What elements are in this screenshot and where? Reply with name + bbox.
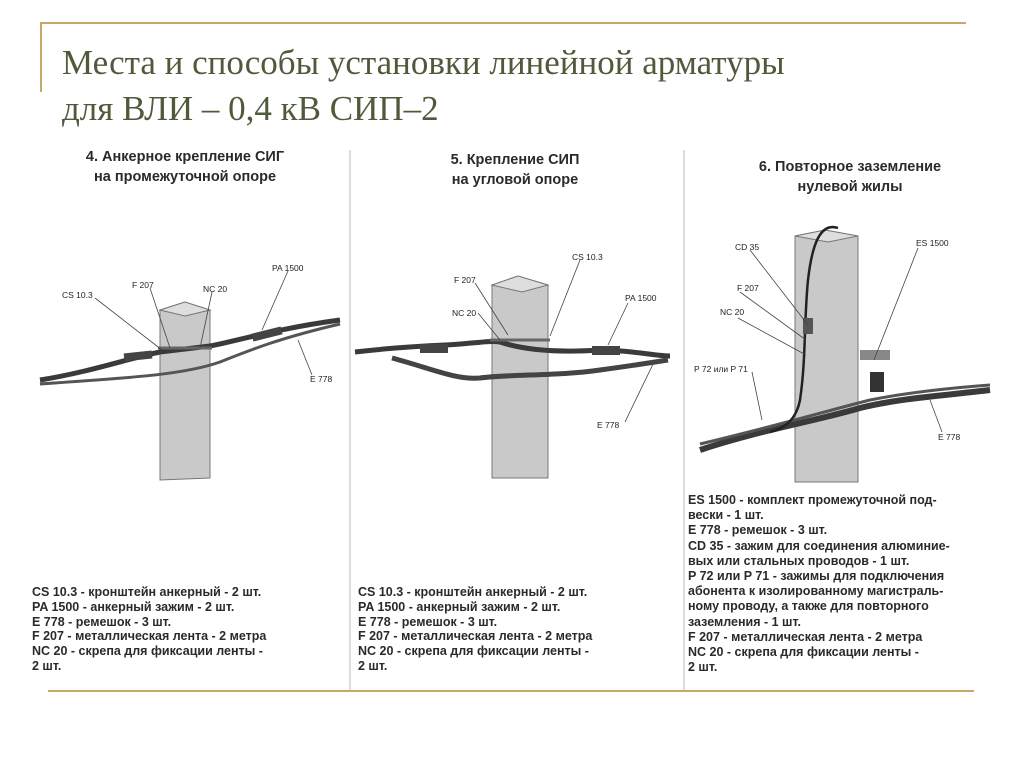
- label-e778-3: E 778: [938, 432, 961, 442]
- pole-1: [160, 302, 210, 480]
- legend-3-line: ному проводу, а также для повторного: [688, 599, 929, 614]
- label-f207-2: F 207: [454, 275, 476, 285]
- label-e778-2: E 778: [597, 420, 620, 430]
- anchor-clamp-2a: [420, 344, 448, 353]
- panel-2-heading-line-2: на угловой опоре: [451, 172, 579, 188]
- label-e778-1: E 778: [310, 374, 333, 384]
- panel-3-heading: [690, 157, 1010, 197]
- leader-e778-1: [298, 340, 312, 375]
- diagram-panel-2: [355, 252, 670, 478]
- legend-1-line: CS 10.3 - кронштейн анкерный - 2 шт.: [32, 585, 262, 599]
- legend-1-line: E 778 - ремешок - 3 шт.: [32, 614, 172, 629]
- label-p72: P 72 или P 71: [694, 364, 748, 374]
- label-cs103-2: CS 10.3: [572, 252, 603, 262]
- legend-3-line: F 207 - металлическая лента - 2 метра: [688, 629, 923, 644]
- diagram-panel-1: [40, 263, 340, 480]
- legend-2-line: E 778 - ремешок - 3 шт.: [358, 614, 498, 629]
- legend-2-line: CS 10.3 - кронштейн анкерный - 2 шт.: [358, 585, 588, 599]
- legend-2-line: 2 шт.: [358, 658, 388, 673]
- label-cs103-1: CS 10.3: [62, 290, 93, 300]
- legend-3-line: E 778 - ремешок - 3 шт.: [688, 523, 828, 538]
- leader-es1500: [874, 248, 918, 360]
- panel-2-heading-line-1: 5. Крепление СИП: [450, 152, 580, 168]
- anchor-clamp-1b: [124, 351, 153, 362]
- title-line-1: Места и способы установки линейной арматуры: [62, 43, 785, 82]
- panel-1-heading-line-2: на промежуточной опоре: [93, 169, 277, 185]
- legend-3-line: вески - 1 шт.: [688, 508, 764, 523]
- leader-e778-3: [930, 400, 942, 432]
- leader-pa1500-2: [608, 303, 628, 345]
- legend-3-line: заземления - 1 шт.: [688, 614, 801, 629]
- leader-cs103-2: [550, 260, 580, 336]
- title-line-2: для ВЛИ – 0,4 кВ СИП–2: [62, 89, 439, 128]
- leader-e778-2: [625, 360, 655, 422]
- legend-3-line: NC 20 - скрепа для фиксации ленты -: [688, 645, 919, 660]
- leader-p72: [752, 372, 762, 420]
- panel-2-legend: [358, 585, 592, 674]
- legend-3-line: ES 1500 - комплект промежуточной под-: [688, 493, 937, 507]
- legend-3-line: P 72 или P 71 - зажимы для подключения: [688, 569, 945, 584]
- label-es1500: ES 1500: [916, 238, 949, 248]
- panel-1-legend: [32, 585, 266, 674]
- legend-2-line: NC 20 - скрепа для фиксации ленты -: [358, 644, 589, 659]
- label-f207-3: F 207: [737, 283, 759, 293]
- legend-3-line: 2 шт.: [688, 660, 718, 675]
- panel-3-heading-line-1: 6. Повторное заземление: [758, 159, 942, 175]
- legend-3-line: CD 35 - зажим для соединения алюминие-: [688, 538, 950, 553]
- panel-3-legend: [688, 493, 950, 675]
- legend-1-line: NC 20 - скрепа для фиксации ленты -: [32, 644, 263, 659]
- panel-2-heading: [355, 150, 675, 190]
- label-cd35: CD 35: [735, 242, 760, 252]
- legend-1-line: PA 1500 - анкерный зажим - 2 шт.: [32, 599, 235, 614]
- label-pa1500-2: PA 1500: [625, 293, 657, 303]
- label-f207-1: F 207: [132, 280, 154, 290]
- legend-2-line: F 207 - металлическая лента - 2 метра: [358, 629, 593, 644]
- label-pa1500-1: PA 1500: [272, 263, 304, 273]
- label-nc20-3: NC 20: [720, 307, 745, 317]
- legend-3-line: абонента к изолированному магистраль-: [688, 584, 944, 599]
- leader-pa1500-1: [262, 271, 288, 330]
- legend-1-line: F 207 - металлическая лента - 2 метра: [32, 629, 267, 644]
- label-nc20-2: NC 20: [452, 308, 477, 318]
- leader-cs103-1: [95, 298, 162, 350]
- panel-1-heading: [20, 147, 350, 187]
- label-nc20-1: NC 20: [203, 284, 228, 294]
- panel-3-heading-line-2: нулевой жилы: [797, 179, 903, 195]
- legend-3-line: вых или стальных проводов - 1 шт.: [688, 553, 910, 568]
- legend-1-line: 2 шт.: [32, 658, 62, 673]
- diagram-panel-3: [694, 227, 990, 482]
- panel-1-heading-line-1: 4. Анкерное крепление СИГ: [85, 149, 285, 165]
- suspension-es1500: [870, 372, 884, 392]
- legend-2-line: PA 1500 - анкерный зажим - 2 шт.: [358, 599, 561, 614]
- anchor-clamp-2b: [592, 346, 620, 355]
